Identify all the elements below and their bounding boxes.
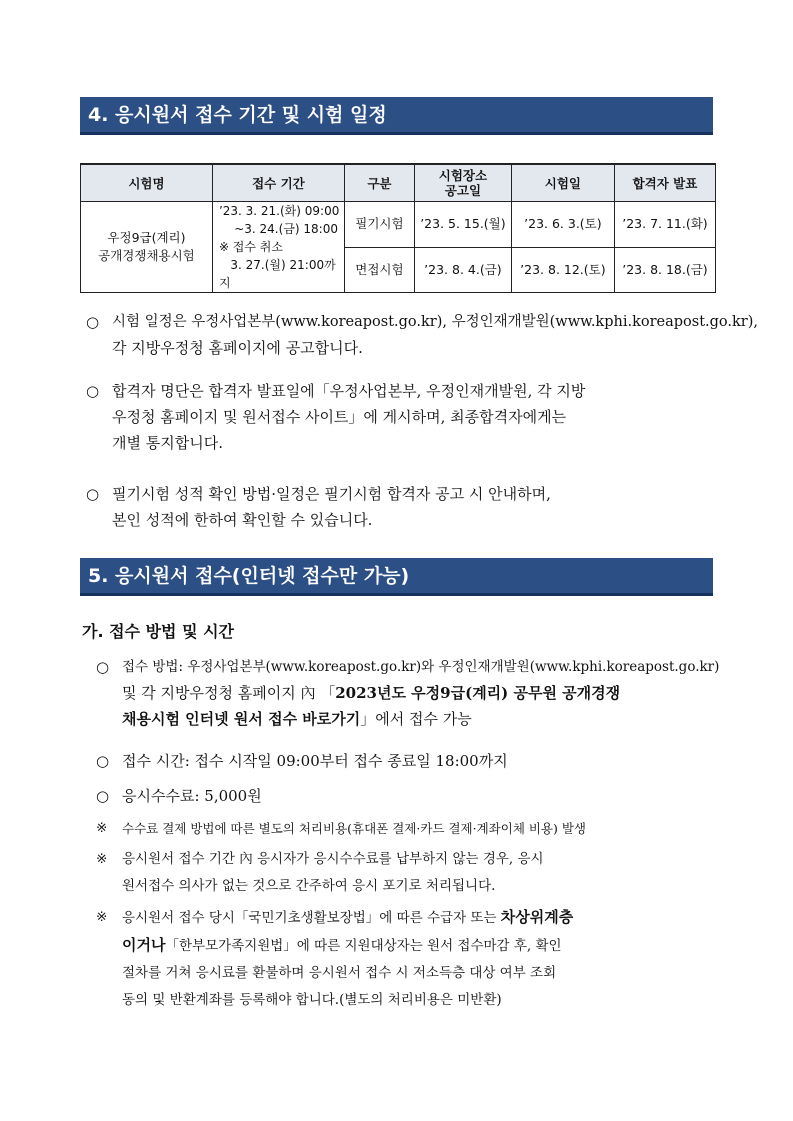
- note-bold-text: 이거나: [122, 936, 166, 954]
- venue-cell: ’23. 8. 4.(금): [414, 247, 511, 293]
- item-text: 및 각 지방우정청 홈페이지 內 「: [122, 684, 336, 702]
- exam-date-cell: ’23. 6. 3.(토): [511, 202, 614, 248]
- note-mark: ※: [96, 820, 108, 836]
- period-cell: [212, 202, 344, 293]
- item-bold-text: 2023년도 우정9급(계리) 공무원 공개경쟁: [335, 684, 621, 702]
- header-venue-line1: 시험장소: [438, 168, 488, 183]
- note-line: 원서접수 의사가 없는 것으로 간주하여 응시 포기로 처리됩니다.: [122, 878, 496, 894]
- note-results: [86, 378, 726, 456]
- period-line3: ※ 접수 취소: [218, 240, 283, 254]
- note-line: 시험 일정은 우정사업본부(www.koreapost.go.kr), 우정인재개발원(www.kphi.koreapost.go.kr),: [112, 314, 758, 330]
- note-line: 각 지방우정청 홈페이지에 공고합니다.: [112, 339, 363, 357]
- note-bold-text: 차상위계층: [500, 908, 574, 926]
- period-line1: ’23. 3. 21.(화) 09:00: [218, 204, 340, 218]
- item-bold-text: 채용시험 인터넷 원서 접수 바로가기: [122, 710, 361, 728]
- note-unpaid: [96, 846, 726, 900]
- category-cell: 필기시험: [344, 202, 414, 248]
- exam-date-cell: ’23. 8. 12.(토): [511, 247, 614, 293]
- item-line: 응시수수료: 5,000원: [122, 787, 262, 805]
- header-venue: [414, 164, 511, 202]
- note-fee-method: [96, 815, 726, 842]
- note-line: 수수료 결제 방법에 따른 별도의 처리비용(휴대폰 결제·카드 결제·계좌이체 비용) 발생: [122, 821, 587, 836]
- section-5-heading: 5. 응시원서 접수(인터넷 접수만 가능): [80, 558, 713, 596]
- note-refund: [96, 904, 726, 1014]
- note-text: 응시원서 접수 당시「국민기초생활보장법」에 따른 수급자 또는: [122, 910, 501, 926]
- note-schedule: [86, 309, 758, 361]
- note-line: 우정청 홈페이지 및 원서접수 사이트」에 게시하며, 최종합격자에게는: [112, 408, 567, 426]
- bullet-mark: ○: [96, 752, 110, 770]
- exam-name-line2: 공개경쟁채용시험: [98, 248, 195, 263]
- note-line: 개별 통지합니다.: [112, 434, 223, 452]
- note-scores: [86, 481, 726, 533]
- bullet-mark: ○: [86, 313, 100, 331]
- item-line: [96, 680, 726, 706]
- note-line: 합격자 명단은 합격자 발표일에「우정사업본부, 우정인재개발원, 각 지방: [112, 382, 586, 400]
- bullet-mark: ○: [96, 658, 110, 676]
- section-4-heading: 4. 응시원서 접수 기간 및 시험 일정: [80, 97, 713, 135]
- bullet-mark: ○: [96, 787, 110, 805]
- note-line: 본인 성적에 한하여 확인할 수 있습니다.: [112, 511, 373, 529]
- table-row: [81, 202, 716, 248]
- item-line: [96, 706, 726, 732]
- item-method: [96, 654, 726, 732]
- note-line: 응시원서 접수 기간 內 응시자가 응시수수료를 납부하지 않는 경우, 응시: [122, 851, 544, 867]
- bullet-mark: ○: [86, 382, 100, 400]
- subsection-heading: 가. 접수 방법 및 시간: [82, 622, 235, 641]
- header-announce: 합격자 발표: [614, 164, 715, 202]
- item-text: 」에서 접수 가능: [360, 710, 472, 728]
- exam-name-cell: [81, 202, 213, 293]
- period-line2: ~3. 24.(금) 18:00: [234, 222, 338, 236]
- exam-name-line1: 우정9급(계리): [107, 230, 186, 245]
- venue-cell: ’23. 5. 15.(월): [414, 202, 511, 248]
- note-line: 절차를 거쳐 응시료를 환불하며 응시원서 접수 시 저소득층 대상 여부 조회: [122, 965, 557, 981]
- header-category: 구분: [344, 164, 414, 202]
- note-mark: ※: [96, 909, 108, 925]
- table-header-row: [81, 164, 716, 202]
- note-mark: ※: [96, 851, 108, 867]
- item-time: [96, 748, 726, 774]
- period-line4: 3. 27.(월) 21:00까지: [218, 258, 336, 290]
- note-line: [96, 932, 726, 960]
- header-exam-name: 시험명: [81, 164, 213, 202]
- item-fee: [96, 783, 726, 809]
- note-line: 동의 및 반환계좌를 등록해야 합니다.(별도의 처리비용은 미반환): [122, 992, 502, 1008]
- note-line: [96, 904, 726, 932]
- header-venue-line2: 공고일: [444, 183, 482, 198]
- announce-cell: ’23. 7. 11.(화): [614, 202, 715, 248]
- header-exam-date: 시험일: [511, 164, 614, 202]
- header-period: 접수 기간: [212, 164, 344, 202]
- note-text: 「한부모가족지원법」에 따른 지원대상자는 원서 접수마감 후, 확인: [165, 938, 562, 954]
- announce-cell: ’23. 8. 18.(금): [614, 247, 715, 293]
- bullet-mark: ○: [86, 485, 100, 503]
- exam-schedule-table: [80, 163, 716, 293]
- category-cell: 면접시험: [344, 247, 414, 293]
- item-line: 접수 방법: 우정사업본부(www.koreapost.go.kr)와 우정인재개발원(www.kphi.koreapost.go.kr): [122, 659, 720, 675]
- item-line: 접수 시간: 접수 시작일 09:00부터 접수 종료일 18:00까지: [122, 752, 508, 770]
- note-line: 필기시험 성적 확인 방법·일정은 필기시험 합격자 공고 시 안내하며,: [112, 485, 551, 503]
